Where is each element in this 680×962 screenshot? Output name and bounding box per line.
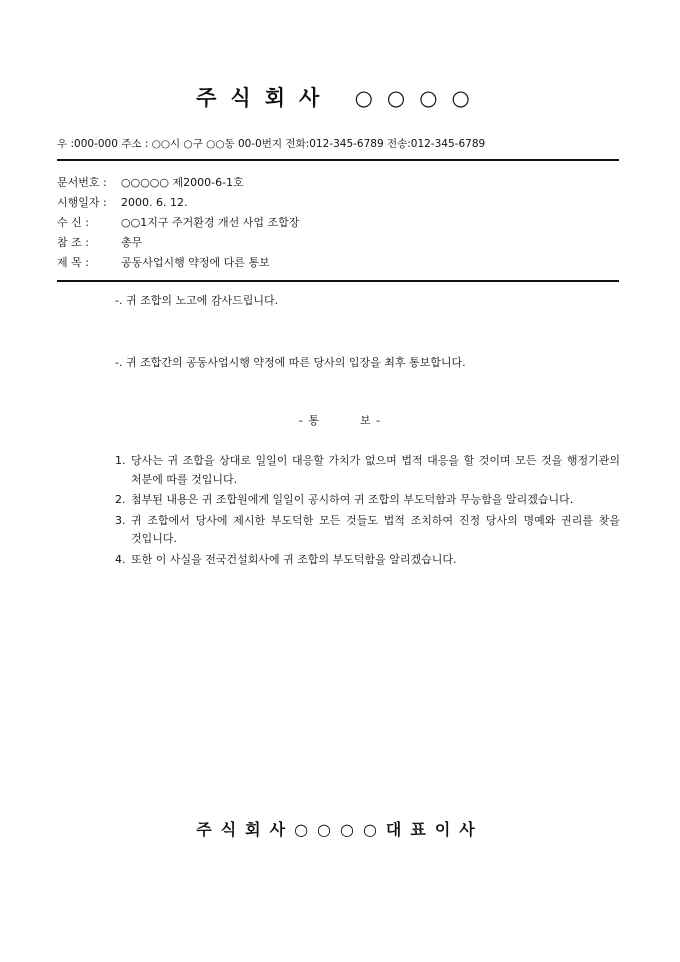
field-value: ○○○○○ 제2000-6-1호	[121, 176, 244, 189]
field-label: 시행일자 :	[57, 196, 107, 209]
list-item	[115, 452, 620, 489]
field-value: 총무	[121, 236, 143, 249]
field-label: 수 신 :	[57, 216, 89, 229]
item-number: 2.	[115, 493, 126, 506]
list-item	[115, 512, 620, 549]
document-title: 주식회사 ○○○○	[196, 85, 484, 110]
field-value: ○○1지구 주거환경 개선 사업 조합장	[121, 216, 300, 229]
field-label: 제 목 :	[57, 256, 89, 269]
header-field-subject	[57, 253, 299, 273]
header-field-date	[57, 193, 299, 213]
header-fields	[57, 173, 299, 273]
item-number: 1.	[115, 454, 126, 467]
body-line-greeting: -. 귀 조합의 노고에 감사드립니다.	[115, 294, 279, 307]
notice-left: - 통	[298, 414, 320, 427]
item-number: 3.	[115, 513, 126, 527]
item-text: 당사는 귀 조합을 상대로 일일이 대응할 가치가 없으며 법적 대응을 할 것이며 모든 것을 행정기관의 처분에 따를 것입니다.	[131, 454, 620, 486]
item-text: 첨부된 내용은 귀 조합원에게 일일이 공시하여 귀 조합의 부도덕함과 무능함을 알리겠습니다.	[131, 493, 574, 506]
field-label: 문서번호 :	[57, 176, 107, 189]
address-line: 우 :000-000 주소 : ○○시 ○구 ○○동 00-0번지 전화:012-345-6789 전송:012-345-6789	[57, 138, 486, 150]
item-number: 4.	[115, 552, 126, 566]
list-item	[115, 551, 620, 570]
item-text: 또한 이 사실을 전국건설회사에 귀 조합의 부도덕함을 알리겠습니다.	[131, 552, 457, 566]
header-field-reference	[57, 233, 299, 253]
notice-right: 보 -	[360, 414, 382, 427]
header-field-recipient	[57, 213, 299, 233]
item-text: 귀 조합에서 당사에 제시한 부도덕한 모든 것들도 법적 조치하여 진정 당사의 명예와 권리를 찾을 것입니다.	[131, 513, 620, 545]
field-value: 공동사업시행 약정에 다른 통보	[121, 256, 270, 269]
field-value: 2000. 6. 12.	[121, 196, 188, 209]
header-field-doc-number	[57, 173, 299, 193]
list-item	[115, 491, 620, 510]
header-rule-top	[57, 159, 619, 161]
signature: 주식회사○○○○대표이사	[196, 820, 484, 839]
body-line-statement: -. 귀 조합간의 공동사업시행 약정에 따른 당사의 입장을 최후 통보합니다.	[115, 356, 466, 369]
field-label: 참 조 :	[57, 236, 89, 249]
header-rule-bottom	[57, 280, 619, 282]
notice-heading	[0, 412, 680, 428]
notice-items	[115, 452, 620, 571]
